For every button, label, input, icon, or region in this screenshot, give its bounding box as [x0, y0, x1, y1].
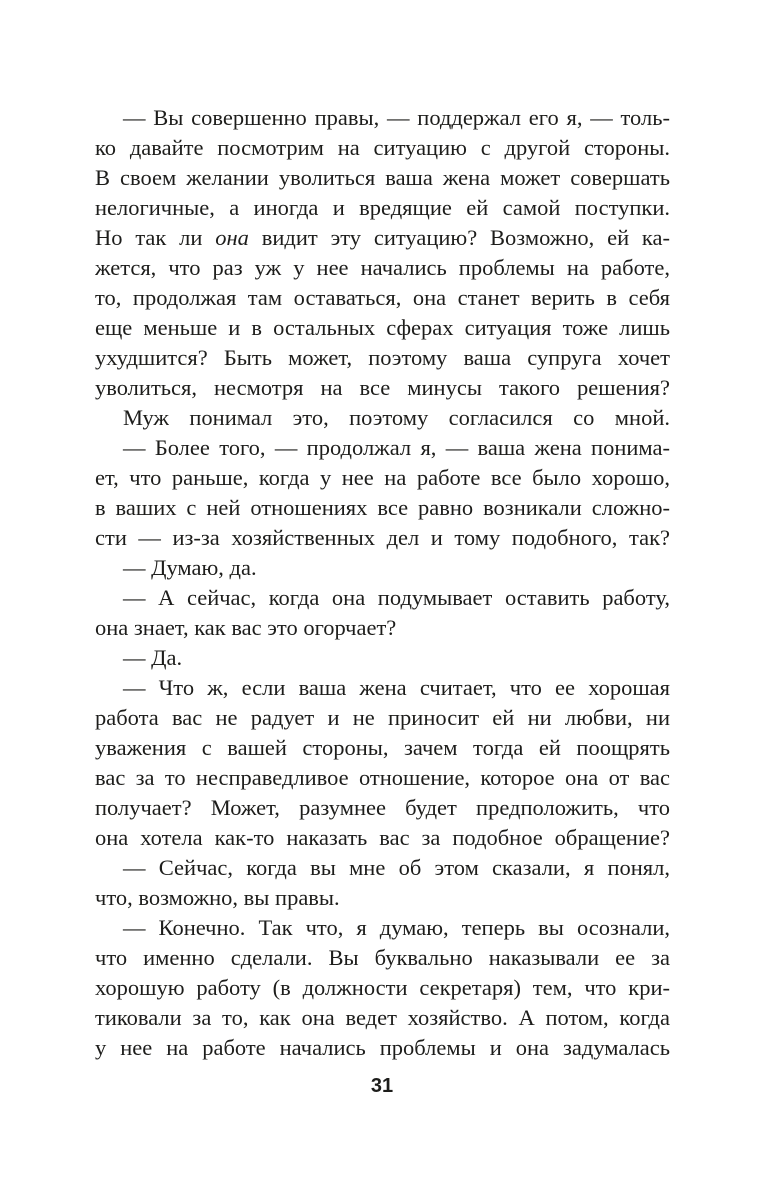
page-number: 31	[370, 1075, 394, 1097]
text-line: еще меньше и в остальных сферах ситуация тоже лишь	[95, 315, 670, 340]
text-line: в ваших с ней отношениях все равно возникали сложно-	[95, 495, 670, 520]
text-line: — Более того, — продолжал я, — ваша жена понима-	[123, 435, 670, 460]
paragraph	[95, 553, 670, 583]
text-line: В своем желании уволиться ваша жена может совершать	[95, 165, 670, 190]
paragraph	[95, 583, 670, 643]
paragraph	[95, 643, 670, 673]
text-segment: видит эту ситуацию? Возможно, ей ка-	[248, 225, 670, 250]
text-line: тиковали за то, как она ведет хозяйство. А потом, когда	[95, 1005, 670, 1030]
paragraph	[95, 853, 670, 913]
text-line: у нее на работе начались проблемы и она задумалась	[95, 1035, 670, 1060]
text-line: она знает, как вас это огорчает?	[95, 615, 397, 640]
text-line: хорошую работу (в должности секретаря) тем, что кри-	[95, 975, 670, 1000]
text-line: вас за то несправедливое отношение, которое она от вас	[95, 765, 670, 790]
text-line: ет, что раньше, когда у нее на работе все было хорошо,	[95, 465, 670, 490]
paragraph	[95, 433, 670, 553]
text-line: сти — из-за хозяйственных дел и тому подобного, так?	[95, 525, 670, 550]
italic-text: она	[215, 225, 249, 250]
text-line: работа вас не радует и не приносит ей ни любви, ни	[95, 705, 670, 730]
text-line	[95, 223, 670, 253]
text-line: — Думаю, да.	[123, 555, 257, 580]
text-line: уважения с вашей стороны, зачем тогда ей поощрять	[95, 735, 670, 760]
text-line: Муж понимал это, поэтому согласился со мной.	[123, 405, 670, 430]
text-line: что именно сделали. Вы буквально наказывали ее за	[95, 945, 670, 970]
text-line: — Конечно. Так что, я думаю, теперь вы осознали,	[123, 915, 670, 940]
text-line: — Вы совершенно правы, — поддержал его я, — толь-	[123, 105, 670, 130]
paragraph	[95, 103, 670, 403]
text-line: получает? Может, разумнее будет предположить, что	[95, 795, 670, 820]
text-line: — А сейчас, когда она подумывает оставить работу,	[123, 585, 670, 610]
text-line: — Сейчас, когда вы мне об этом сказали, я понял,	[123, 855, 670, 880]
text-line: жется, что раз уж у нее начались проблемы на работе,	[95, 255, 670, 280]
paragraph	[95, 673, 670, 853]
paragraph	[95, 913, 670, 1063]
text-line: — Что ж, если ваша жена считает, что ее хорошая	[123, 675, 670, 700]
text-line: что, возможно, вы правы.	[95, 885, 340, 910]
text-block	[95, 103, 670, 1063]
text-line: она хотела как-то наказать вас за подобное обращение?	[95, 825, 670, 850]
paragraph	[95, 403, 670, 433]
text-line: уволиться, несмотря на все минусы такого решения?	[95, 375, 670, 400]
text-line: — Да.	[123, 645, 183, 670]
text-segment: Но так ли	[95, 225, 216, 250]
text-line: нелогичные, а иногда и вредящие ей самой поступки.	[95, 195, 670, 220]
text-line: ко давайте посмотрим на ситуацию с другой стороны.	[95, 135, 670, 160]
text-line: ухудшится? Быть может, поэтому ваша супруга хочет	[95, 345, 670, 370]
text-line: то, продолжая там оставаться, она станет верить в себя	[95, 285, 670, 310]
